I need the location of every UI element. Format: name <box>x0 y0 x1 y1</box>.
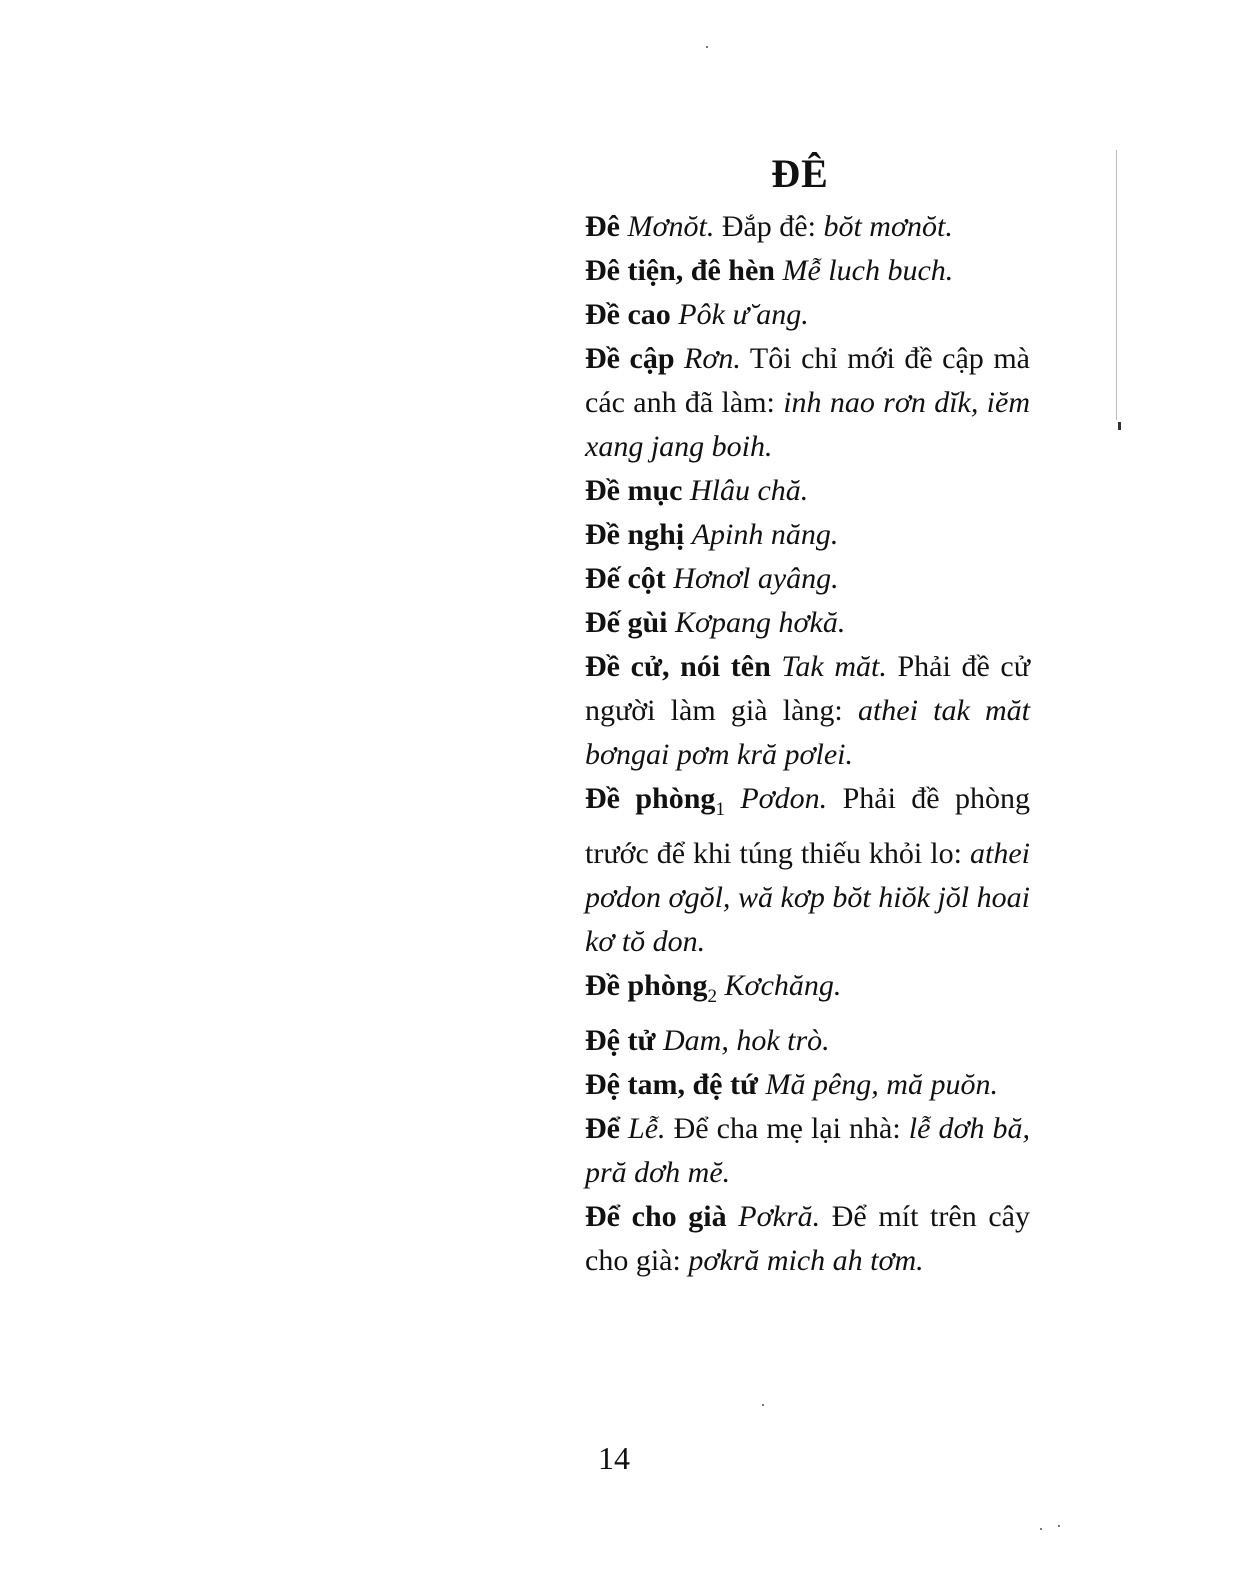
example-translation: lễ dơh bă, pră dơh mĕ. <box>585 1112 1031 1189</box>
translation: Mă pêng, mă puŏn. <box>765 1068 998 1101</box>
headword: Để cho già <box>585 1200 727 1233</box>
dictionary-entry <box>585 205 1030 249</box>
dictionary-entry <box>585 1195 1030 1283</box>
dictionary-entry <box>585 557 1030 601</box>
example-translation: bŏt mơnŏt. <box>823 210 953 243</box>
headword: Đê <box>585 210 620 243</box>
headword: Đệ tử <box>585 1024 656 1057</box>
dictionary-entry <box>585 1063 1030 1107</box>
example-translation: athei tak măt bơngai pơm kră pơlei. <box>585 694 1030 771</box>
scan-speck <box>762 1404 764 1406</box>
page-number: 14 <box>598 1440 630 1476</box>
dictionary-entry <box>585 1107 1030 1195</box>
headword: Đề cử, nói tên <box>585 650 771 683</box>
example: Tôi chỉ mới đề cập mà các anh đã làm: <box>585 342 1030 419</box>
scan-speck <box>1040 1528 1042 1530</box>
headword: Đề mục <box>585 474 683 507</box>
dictionary-entry <box>585 601 1030 645</box>
translation: Mơnŏt. <box>627 210 715 243</box>
translation: Lễ. <box>628 1112 666 1145</box>
scan-speck <box>1116 150 1117 420</box>
translation: Kơchăng. <box>724 969 842 1002</box>
translation: Dam, hok trò. <box>662 1024 830 1057</box>
example: Đắp đê: <box>721 210 816 243</box>
headword: Đệ tam, đệ tứ <box>585 1068 758 1101</box>
example: Phải đề cử người làm già làng: <box>585 650 1031 727</box>
dictionary-entry <box>585 337 1030 469</box>
dictionary-entry <box>585 645 1030 777</box>
scan-speck <box>1118 422 1121 430</box>
example-translation: inh nao rơn dĭk, iĕm xang jang boih. <box>585 386 1030 463</box>
dictionary-entry <box>585 249 1030 293</box>
example: Để mít trên cây cho già: <box>585 1200 1030 1277</box>
translation: Hơnơl ayâng. <box>673 562 839 595</box>
dictionary-entry <box>585 964 1030 1019</box>
headword: Đề nghị <box>585 518 685 551</box>
translation: Apinh năng. <box>691 518 839 551</box>
headword: Đề cao <box>585 298 671 331</box>
headword: Để <box>585 1112 620 1145</box>
dictionary-column <box>585 205 1030 1283</box>
headword: Đề phòng$_2$ <box>585 969 718 1007</box>
example: Để cha mẹ lại nhà: <box>673 1112 901 1145</box>
headword: Đê tiện, đê hèn <box>585 254 775 287</box>
translation: Hlâu chă. <box>689 474 809 507</box>
headword: Đế cột <box>585 562 666 595</box>
translation: Kơpang hơkă. <box>675 606 846 639</box>
sense-number: 1 <box>715 799 725 820</box>
translation: Rơn. <box>684 342 741 375</box>
headword: Đề cập <box>585 342 675 375</box>
scan-speck <box>1058 1525 1060 1527</box>
dictionary-entry <box>585 1019 1030 1063</box>
example: Phải đề phòng trước để khi túng thiếu khỏi lo: <box>585 782 1030 870</box>
scan-speck <box>706 46 708 48</box>
headword: Đề phòng$_1$ <box>585 782 725 820</box>
headword: Đế gùi <box>585 606 668 639</box>
translation: Mễ luch buch. <box>782 254 954 287</box>
sense-number: 2 <box>707 986 718 1007</box>
dictionary-entry <box>585 777 1030 964</box>
dictionary-entry <box>585 293 1030 337</box>
translation: Pơkră. <box>738 1200 821 1233</box>
translation: Pơdon. <box>740 782 828 815</box>
translation: Pôk ư̆ ang. <box>678 298 809 331</box>
example-translation: pơkră mich ah tơm. <box>688 1244 924 1277</box>
dictionary-entry <box>585 513 1030 557</box>
dictionary-entry <box>585 469 1030 513</box>
example-translation: athei pơdon ơgŏl, wă kơp bŏt hiŏk jŏl hoai kơ tŏ don. <box>585 837 1031 958</box>
section-heading: ĐÊ <box>771 151 829 196</box>
translation: Tak măt. <box>781 650 887 683</box>
